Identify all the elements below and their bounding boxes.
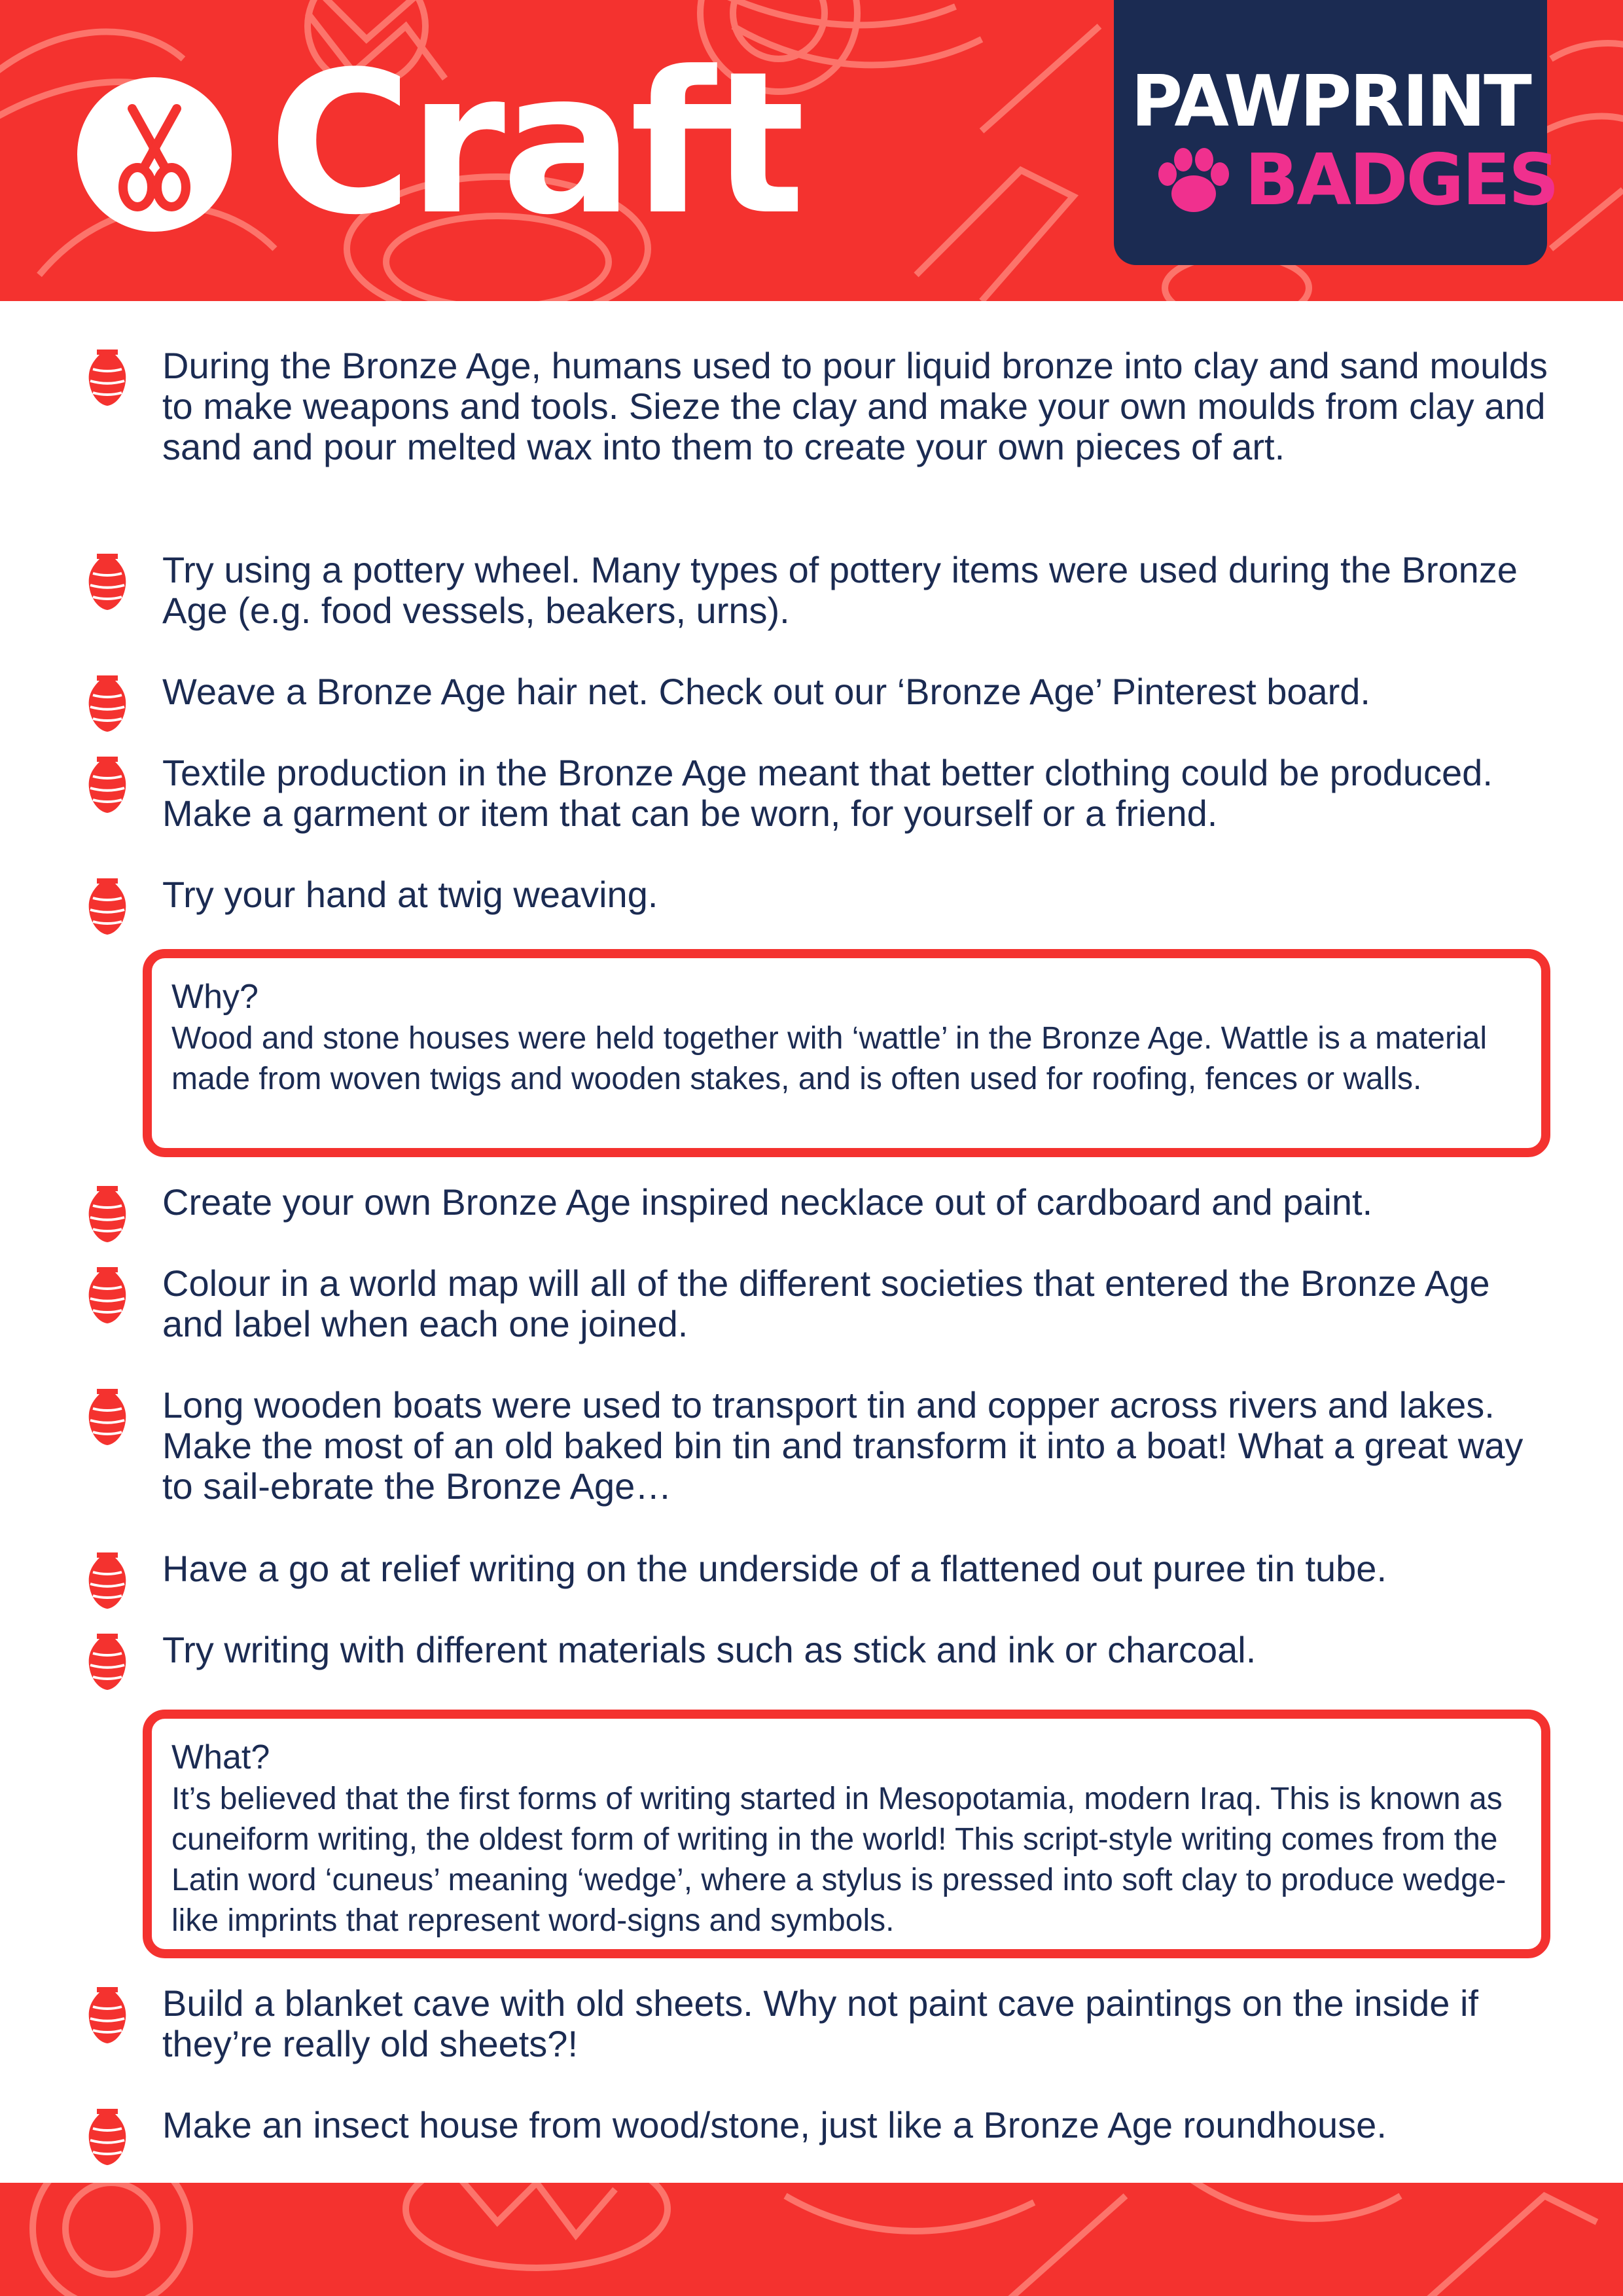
list-item-text: Try using a pottery wheel. Many types of pottery items were used during the Bronze Age (e.g. food vessels, beakers, urns). <box>162 549 1518 631</box>
info-box-heading: Why? <box>171 978 259 1016</box>
list-item-text: Textile production in the Bronze Age meant that better clothing could be produced. Make a garment or item that can be worn, for yourself or a friend. <box>162 752 1493 834</box>
pot-icon <box>86 876 128 936</box>
pot-icon <box>86 1183 128 1244</box>
pot-icon <box>86 1550 128 1610</box>
list-item-text: Try your hand at twig weaving. <box>162 874 658 915</box>
list-item-text: Have a go at relief writing on the underside of a flattened out puree tin tube. <box>162 1548 1387 1589</box>
info-box-what <box>143 1710 1550 1958</box>
page-title: Craft <box>268 29 802 258</box>
pot-icon <box>86 673 128 733</box>
list-item-text: During the Bronze Age, humans used to pour liquid bronze into clay and sand moulds to make weapons and tools. Sieze the clay and make your own moulds from clay and sand and pour melted wax into them to create your own pieces of art. <box>162 345 1548 467</box>
footer-banner <box>0 2183 1623 2296</box>
list-item-text: Long wooden boats were used to transport tin and copper across rivers and lakes. Make the most of an old baked bin tin and transform it into a boat! What a great way to sail-ebrate the Bronze Age… <box>162 1384 1524 1507</box>
pottery-pattern-decoration <box>0 2183 1623 2296</box>
brand-name-line2: BADGES <box>1245 139 1558 221</box>
paw-icon <box>1153 145 1232 217</box>
list-item-text: Try writing with different materials such as stick and ink or charcoal. <box>162 1629 1257 1670</box>
info-box-why <box>143 949 1550 1157</box>
pot-icon <box>86 1386 128 1446</box>
info-box-body: Wood and stone houses were held together with ‘wattle’ in the Bronze Age. Wattle is a material made from woven twigs and wooden stakes, and is often used for roofing, fences or walls. <box>171 1021 1487 1096</box>
pot-icon <box>86 1631 128 1691</box>
brand-name-line1: PAWPRINT <box>1131 61 1530 143</box>
info-box-heading: What? <box>171 1738 270 1776</box>
pot-icon <box>86 347 128 407</box>
list-item-text: Build a blanket cave with old sheets. Why not paint cave paintings on the inside if they’re really old sheets?! <box>162 1982 1478 2064</box>
list-item-text: Make an insect house from wood/stone, just like a Bronze Age roundhouse. <box>162 2104 1387 2145</box>
scissors-badge <box>77 77 232 232</box>
pot-icon <box>86 754 128 814</box>
header-banner <box>0 0 1623 301</box>
pot-icon <box>86 1265 128 1325</box>
pot-icon <box>86 1984 128 2045</box>
info-box-body: It’s believed that the first forms of writing started in Mesopotamia, modern Iraq. This is known as cuneiform writing, the oldest form of writing in the world! This script-style writing comes from the Latin word ‘cuneus’ meaning ‘wedge’, where a stylus is pressed into soft clay to produce wedge-like imprints that represent word-signs and symbols. <box>171 1782 1507 1938</box>
list-item-text: Colour in a world map will all of the different societies that entered the Bronze Age and label when each one joined. <box>162 1263 1490 1344</box>
pot-icon <box>86 551 128 611</box>
scissors-icon <box>77 77 232 232</box>
list-item-text: Create your own Bronze Age inspired necklace out of cardboard and paint. <box>162 1181 1373 1223</box>
brand-logo <box>1114 0 1558 265</box>
list-item-text: Weave a Bronze Age hair net. Check out our ‘Bronze Age’ Pinterest board. <box>162 671 1370 712</box>
pot-icon <box>86 2106 128 2166</box>
